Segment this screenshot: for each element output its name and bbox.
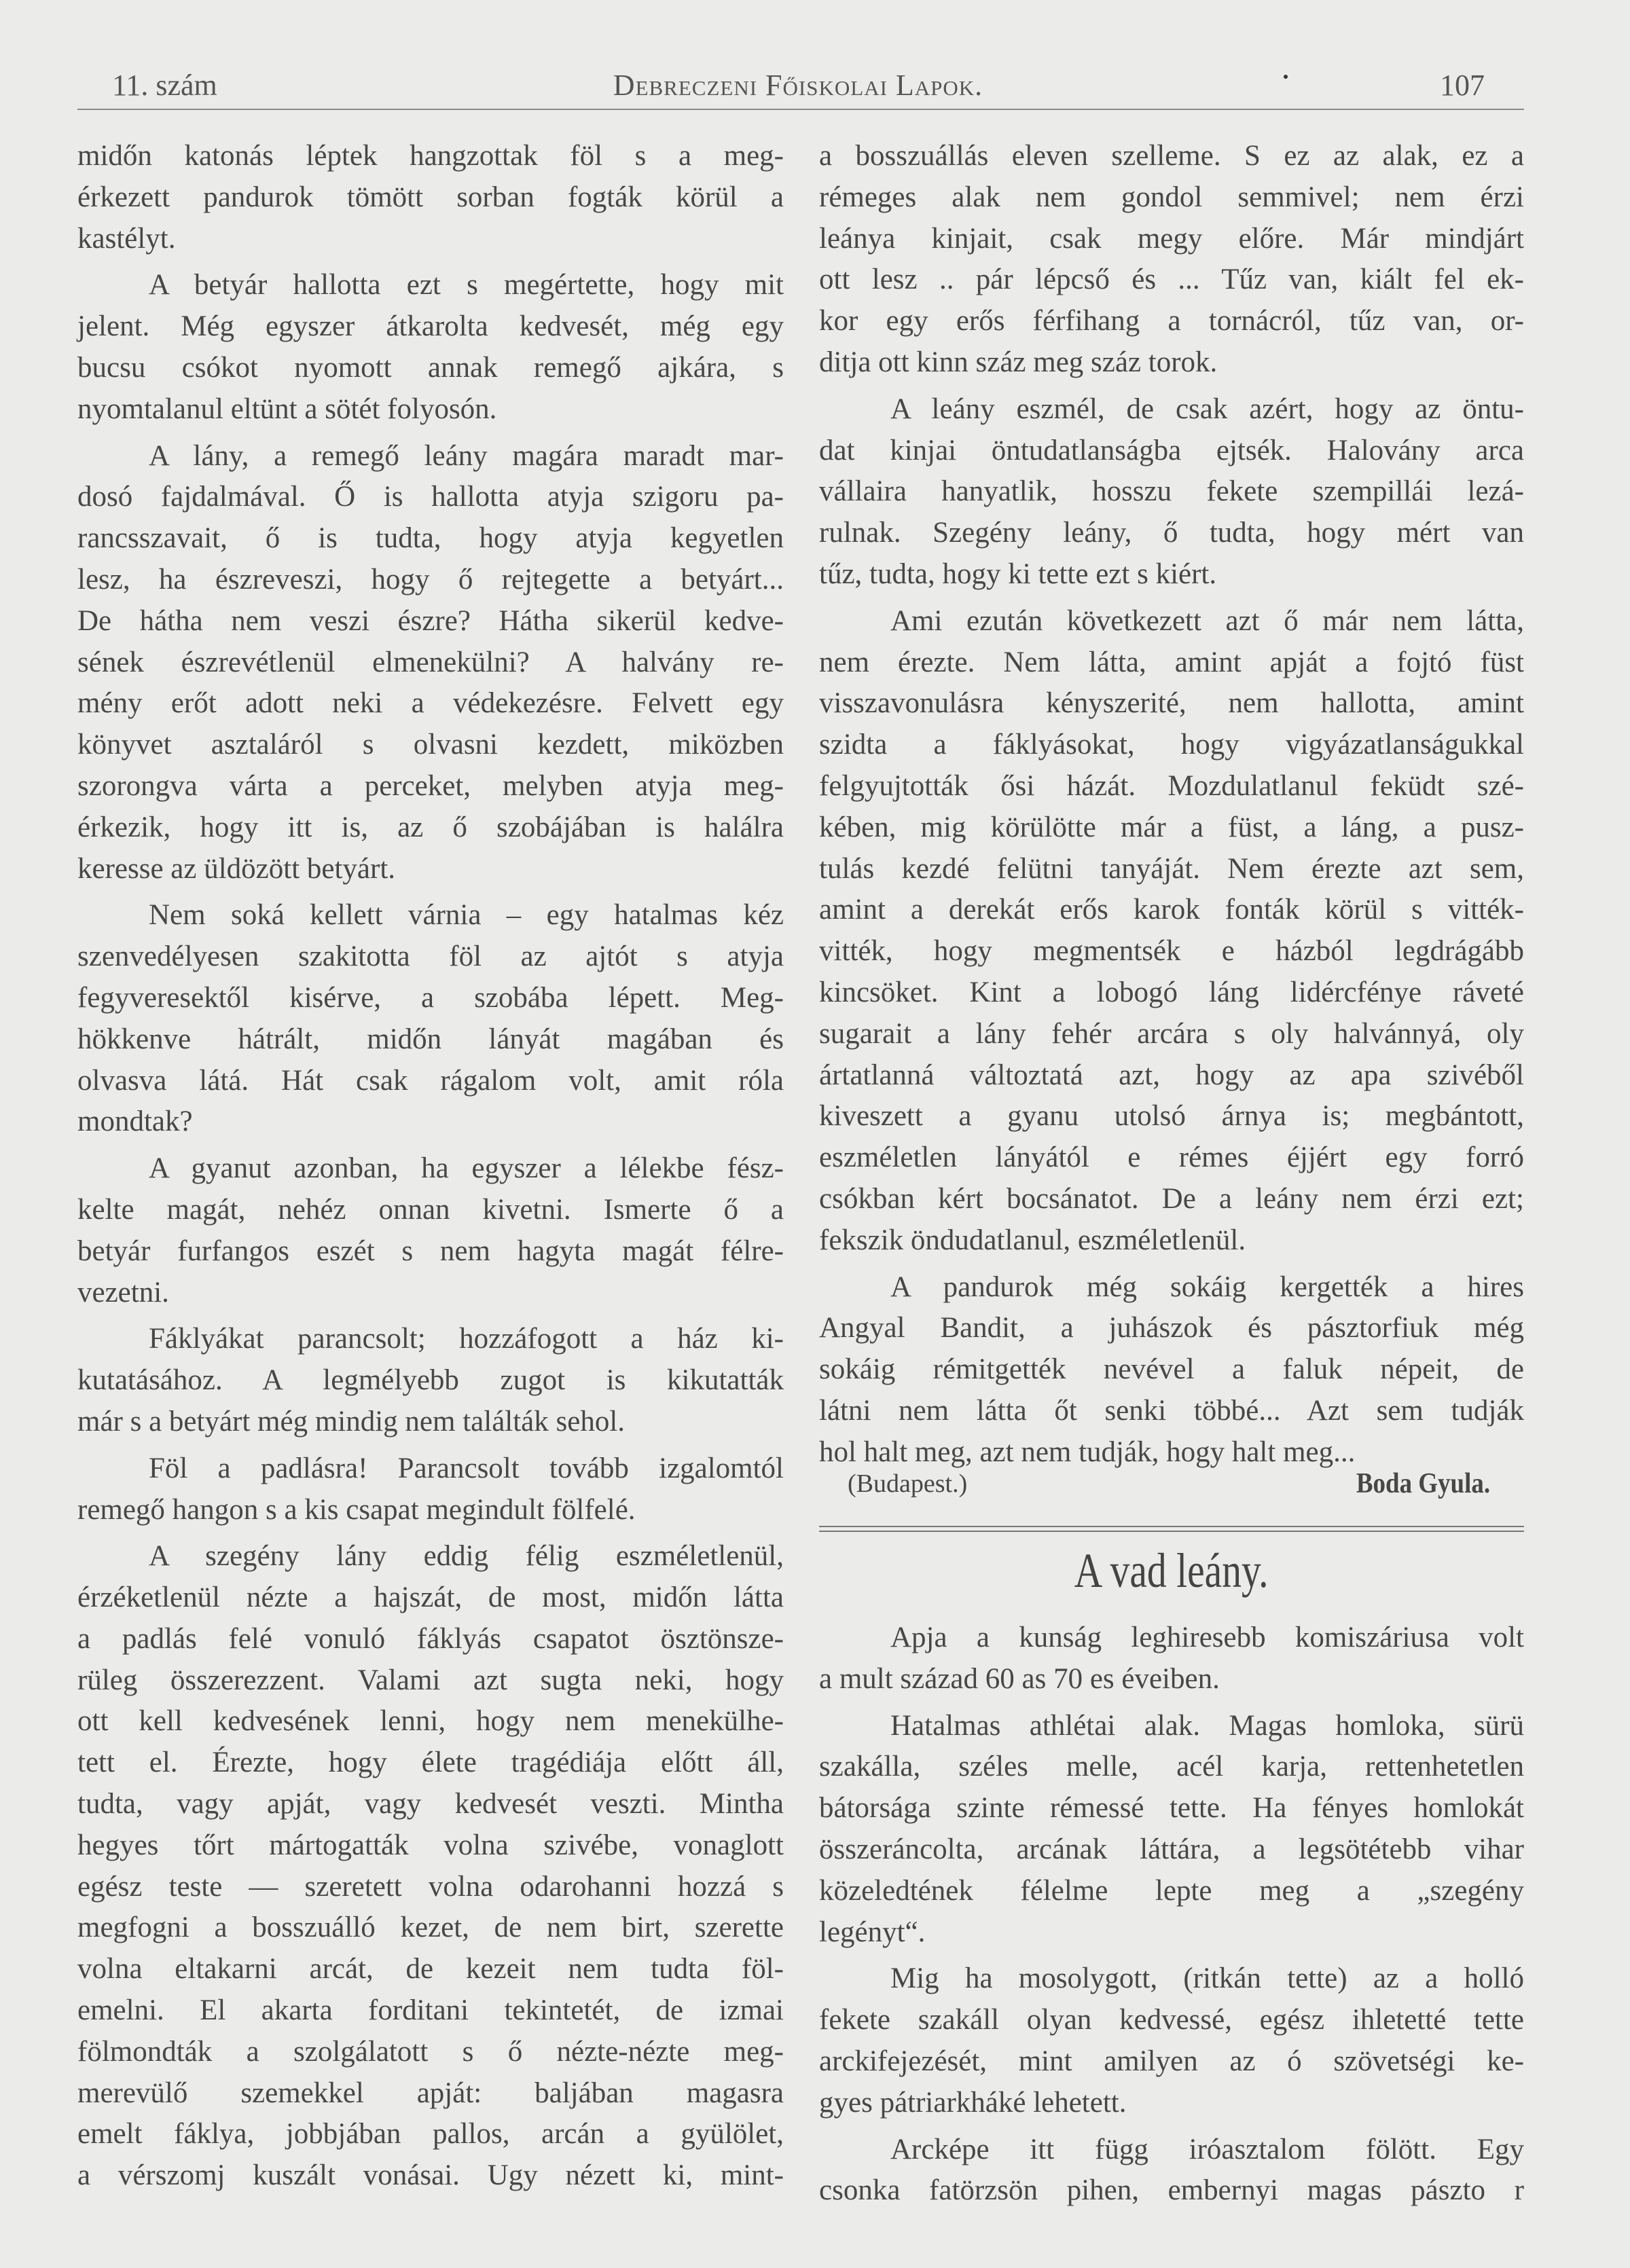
text-line: mény erőt adott neki a védekezésre. Felvett egy xyxy=(77,687,784,720)
article-divider xyxy=(819,1526,1524,1532)
paragraph xyxy=(77,1448,784,1531)
text-line: kastélyt. xyxy=(77,222,176,255)
text-line: a bosszuállás eleven szelleme. S ez az alak, ez a xyxy=(819,140,1524,172)
paragraph xyxy=(819,1267,1524,1474)
text-line: tűz, tudta, hogy ki tette ezt s kiért. xyxy=(819,557,1217,590)
text-line: a padlás felé vonuló fáklyás csapatot ösztönsze- xyxy=(77,1622,784,1655)
paragraph xyxy=(819,1958,1524,2123)
text-line: fekszik öndudatlanul, eszméletlenül. xyxy=(819,1224,1246,1256)
text-line: Mig ha mosolygott, (ritkán tette) az a holló xyxy=(890,1962,1524,1995)
text-line: hökkenve hátrált, midőn lányát magában és xyxy=(77,1023,784,1055)
text-line: eszméletlen lányától e rémes éjjért egy forró xyxy=(819,1141,1524,1174)
journal-title: Debreczeni Főiskolai Lapok. xyxy=(613,69,983,102)
text-line: jelent. Még egyszer átkarolta kedvesét, még egy xyxy=(77,310,784,343)
paragraph xyxy=(819,1706,1524,1954)
text-line: hol halt meg, azt nem tudják, hogy halt meg... xyxy=(819,1435,1356,1468)
page-number: 107 xyxy=(1440,69,1485,102)
text-line: tulás kezdé felütni tanyáját. Nem érezte azt sem, xyxy=(819,852,1524,885)
text-line: volna eltakarni arcát, de kezeit nem tudta föl- xyxy=(77,1953,784,1986)
text-line: fölmondták a szolgálatott s ő nézte-nézte meg- xyxy=(77,2035,784,2068)
text-line: A lány, a remegő leány magára maradt mar- xyxy=(149,439,784,472)
text-line: betyár furfangos eszét s nem hagyta magát félre- xyxy=(77,1234,784,1267)
text-line: ártatlanná változtatá azt, hogy az apa szivéből xyxy=(819,1059,1524,1091)
text-line: fegyveresektől kisérve, a szobába lépett. Meg- xyxy=(77,981,784,1014)
text-line: kutatásához. A legmélyebb zugot is kikutatták xyxy=(77,1364,784,1397)
text-line: összeráncolta, arcának láttára, a legsötétebb vihar xyxy=(819,1833,1524,1865)
text-line: kiveszett a gyanu utolsó árnya is; megbántott, xyxy=(819,1100,1524,1133)
text-line: ott lesz .. pár lépcső és ... Tűz van, kiált fel ek- xyxy=(819,263,1524,296)
article-title xyxy=(819,1543,1524,1599)
text-line: Apja a kunság leghiresebb komiszáriusa volt xyxy=(890,1622,1524,1653)
text-line: A gyanut azonban, ha egyszer a lélekbe fész- xyxy=(149,1152,784,1185)
text-line: keresse az üldözött betyárt. xyxy=(77,852,396,885)
text-line: rancsszavait, ő is tudta, hogy atyja kegyetlen xyxy=(77,522,784,555)
text-line: hegyes tőrt mártogatták volna szivébe, vonaglott xyxy=(77,1829,784,1861)
text-line: sugarait a lány fehér arcára s oly halvánnyá, oly xyxy=(819,1017,1524,1050)
text-line: arckifejezését, mint amilyen az ó szövetségi ke- xyxy=(819,2045,1524,2077)
text-line: visszavonulásra kényszerité, nem hallotta, amint xyxy=(819,687,1524,720)
paragraph xyxy=(77,1319,784,1442)
text-line: Arcképe itt függ iróasztalom fölött. Egy xyxy=(890,2133,1524,2165)
text-line: közeledtének félelme lepte meg a „szegény xyxy=(819,1874,1524,1907)
text-line: fekete szakáll olyan kedvessé, egész ihletetté tette xyxy=(819,2004,1524,2036)
text-line: rulnak. Szegény leány, ő tudta, hogy mért van xyxy=(819,517,1524,549)
text-line: Hatalmas athlétai alak. Magas homloka, sürü xyxy=(890,1709,1524,1742)
text-line: Nem soká kellett várnia – egy hatalmas kéz xyxy=(149,899,784,932)
text-line: olvasva látá. Hát csak rágalom volt, amit róla xyxy=(77,1064,784,1097)
paragraph xyxy=(819,389,1524,596)
paragraph xyxy=(819,2129,1524,2212)
paragraph xyxy=(77,1148,784,1313)
paragraph xyxy=(77,265,784,430)
text-line: A szegény lány eddig félig eszméletlenül, xyxy=(149,1540,784,1573)
paragraph xyxy=(77,895,784,1143)
text-line: A leány eszmél, de csak azért, hogy az öntu- xyxy=(890,392,1524,425)
right-column-story-end xyxy=(819,136,1524,1479)
text-line: csonka fatörzsön pihen, embernyi magas pászto r xyxy=(819,2174,1524,2207)
text-line: érkezett pandurok tömött sorban fogták körül a xyxy=(77,181,784,213)
print-speck xyxy=(1284,75,1288,79)
text-line: dat kinjai öntudatlanságba ejtsék. Halovány arca xyxy=(819,434,1524,467)
text-line: nyomtalanul eltünt a sötét folyosón. xyxy=(77,392,497,425)
text-line: kincsöket. Kint a lobogó láng lidércfénye ráveté xyxy=(819,976,1524,1008)
signature-place: (Budapest.) xyxy=(848,1469,968,1498)
text-line: csókban kért bocsánatot. De a leány nem érzi ezt; xyxy=(819,1182,1524,1215)
text-line: nem érezte. Nem látta, amint apját a fojtó füst xyxy=(819,646,1524,678)
paragraph xyxy=(77,1536,784,2197)
text-line: könyvet asztaláról s olvasni kezdett, miközben xyxy=(77,729,784,761)
text-line: sének észrevétlenül elmenekülni? A halvány re- xyxy=(77,646,784,678)
paragraph xyxy=(819,1617,1524,1700)
text-line: midőn katonás léptek hangzottak föl s a meg- xyxy=(77,140,784,172)
text-line: érkezik, hogy itt is, az ő szobájában is halálra xyxy=(77,811,784,843)
text-line: szenvedélyesen szakitotta föl az ajtót s atyja xyxy=(77,940,784,973)
text-line: A betyár hallotta ezt s megértette, hogy mit xyxy=(149,269,784,301)
text-line: már s a betyárt még mindig nem találták sehol. xyxy=(77,1405,626,1438)
text-line: dosó fajdalmával. Ő is hallotta atyja szigoru pa- xyxy=(77,481,784,513)
text-line: emelni. El akarta forditani tekintetét, de izmai xyxy=(77,1994,784,2027)
signature-line xyxy=(819,1463,1524,1504)
paragraph xyxy=(77,136,784,259)
text-line: A pandurok még sokáig kergették a hires xyxy=(890,1270,1524,1303)
text-line: szakálla, széles melle, acél karja, rettenhetetlen xyxy=(819,1751,1524,1783)
text-line: szorongva várta a perceket, melyben atyja meg- xyxy=(77,769,784,802)
paragraph xyxy=(819,136,1524,384)
text-line: ott kell kedvesének lenni, hogy nem menekülhe- xyxy=(77,1705,784,1738)
text-line: leánya kinjait, csak megy előre. Már mindjárt xyxy=(819,222,1524,255)
text-line: a mult század 60 as 70 es éveiben. xyxy=(819,1662,1220,1695)
paragraph xyxy=(819,601,1524,1262)
text-line: Fáklyákat parancsolt; hozzáfogott a ház ki- xyxy=(149,1323,784,1355)
text-line: merevülő szemekkel apját: baljában magasra xyxy=(77,2077,784,2109)
text-line: amint a derekát erős karok fonták körül s vitték- xyxy=(819,894,1524,926)
text-line: érzéketlenül nézte a hajszát, de most, midőn látta xyxy=(77,1581,784,1614)
text-line: megfogni a bosszuálló kezet, de nem birt, szerette xyxy=(77,1912,784,1944)
text-line: Föl a padlásra! Parancsolt tovább izgalomtól xyxy=(149,1452,784,1484)
text-line: látni nem látta őt senki többé... Azt sem tudják xyxy=(819,1394,1524,1427)
article-title-text: A vad leány. xyxy=(1074,1543,1269,1598)
text-line: vitték, hogy megmentsék e házból legdrágább xyxy=(819,935,1524,968)
text-line: rüleg összerezzent. Valami azt sugta neki, hogy xyxy=(77,1664,784,1696)
text-line: De hátha nem veszi észre? Hátha sikerül kedve- xyxy=(77,604,784,637)
text-line: egész teste — szeretett volna odarohanni hozzá s xyxy=(77,1870,784,1903)
text-line: Ami ezután következett azt ő már nem látta, xyxy=(890,604,1524,637)
text-line: rémeges alak nem gondol semmivel; nem érzi xyxy=(819,181,1524,213)
text-line: remegő hangon s a kis csapat megindult fölfelé. xyxy=(77,1493,636,1526)
paragraph xyxy=(77,436,784,890)
text-line: kelte magát, nehéz onnan kivetni. Ismerte ő a xyxy=(77,1193,784,1226)
text-line: legényt“. xyxy=(819,1916,926,1948)
text-line: gyes pátriarkháké lehetett. xyxy=(819,2086,1127,2119)
text-line: mondtak? xyxy=(77,1105,193,1138)
text-line: tett el. Érezte, hogy élete tragédiája előtt áll, xyxy=(77,1746,784,1779)
text-line: tudta, vagy apját, vagy kedvesét veszti. Mintha xyxy=(77,1788,784,1821)
signature-author: Boda Gyula. xyxy=(1356,1468,1490,1499)
text-line: a vérszomj kuszált vonásai. Ugy nézett ki, mint- xyxy=(77,2159,784,2192)
text-line: bátorsága szinte rémessé tette. Ha fényes homlokát xyxy=(819,1792,1524,1825)
text-line: Angyal Bandit, a juhászok és pásztorfiuk még xyxy=(819,1312,1524,1345)
text-line: kor egy erős férfihang a tornácról, tűz van, or- xyxy=(819,305,1524,337)
text-line: bucsu csókot nyomott annak remegő ajkára, s xyxy=(77,351,784,384)
text-line: vállaira hanyatlik, hosszu fekete szempillái lezá- xyxy=(819,475,1524,508)
text-line: felgyujtották ősi házát. Mozdulatlanul feküdt szé- xyxy=(819,769,1524,802)
text-line: sokáig rémitgették nevével a faluk népeit, de xyxy=(819,1353,1524,1386)
text-line: vezetni. xyxy=(77,1276,169,1309)
text-line: emelt fáklya, jobbjában pallos, arcán a gyülölet, xyxy=(77,2118,784,2151)
text-line: szidta a fáklyásokat, hogy vigyázatlanságukkal xyxy=(819,729,1524,761)
text-line: ditja ott kinn száz meg száz torok. xyxy=(819,346,1218,378)
issue-number: 11. szám xyxy=(112,69,217,102)
header-rule xyxy=(77,109,1524,110)
right-column-new-article xyxy=(819,1617,1524,2217)
left-column xyxy=(77,136,784,2202)
text-line: kében, mig körülötte már a füst, a láng, a pusz- xyxy=(819,811,1524,843)
text-line: lesz, ha észreveszi, hogy ő rejtegette a betyárt... xyxy=(77,563,784,596)
